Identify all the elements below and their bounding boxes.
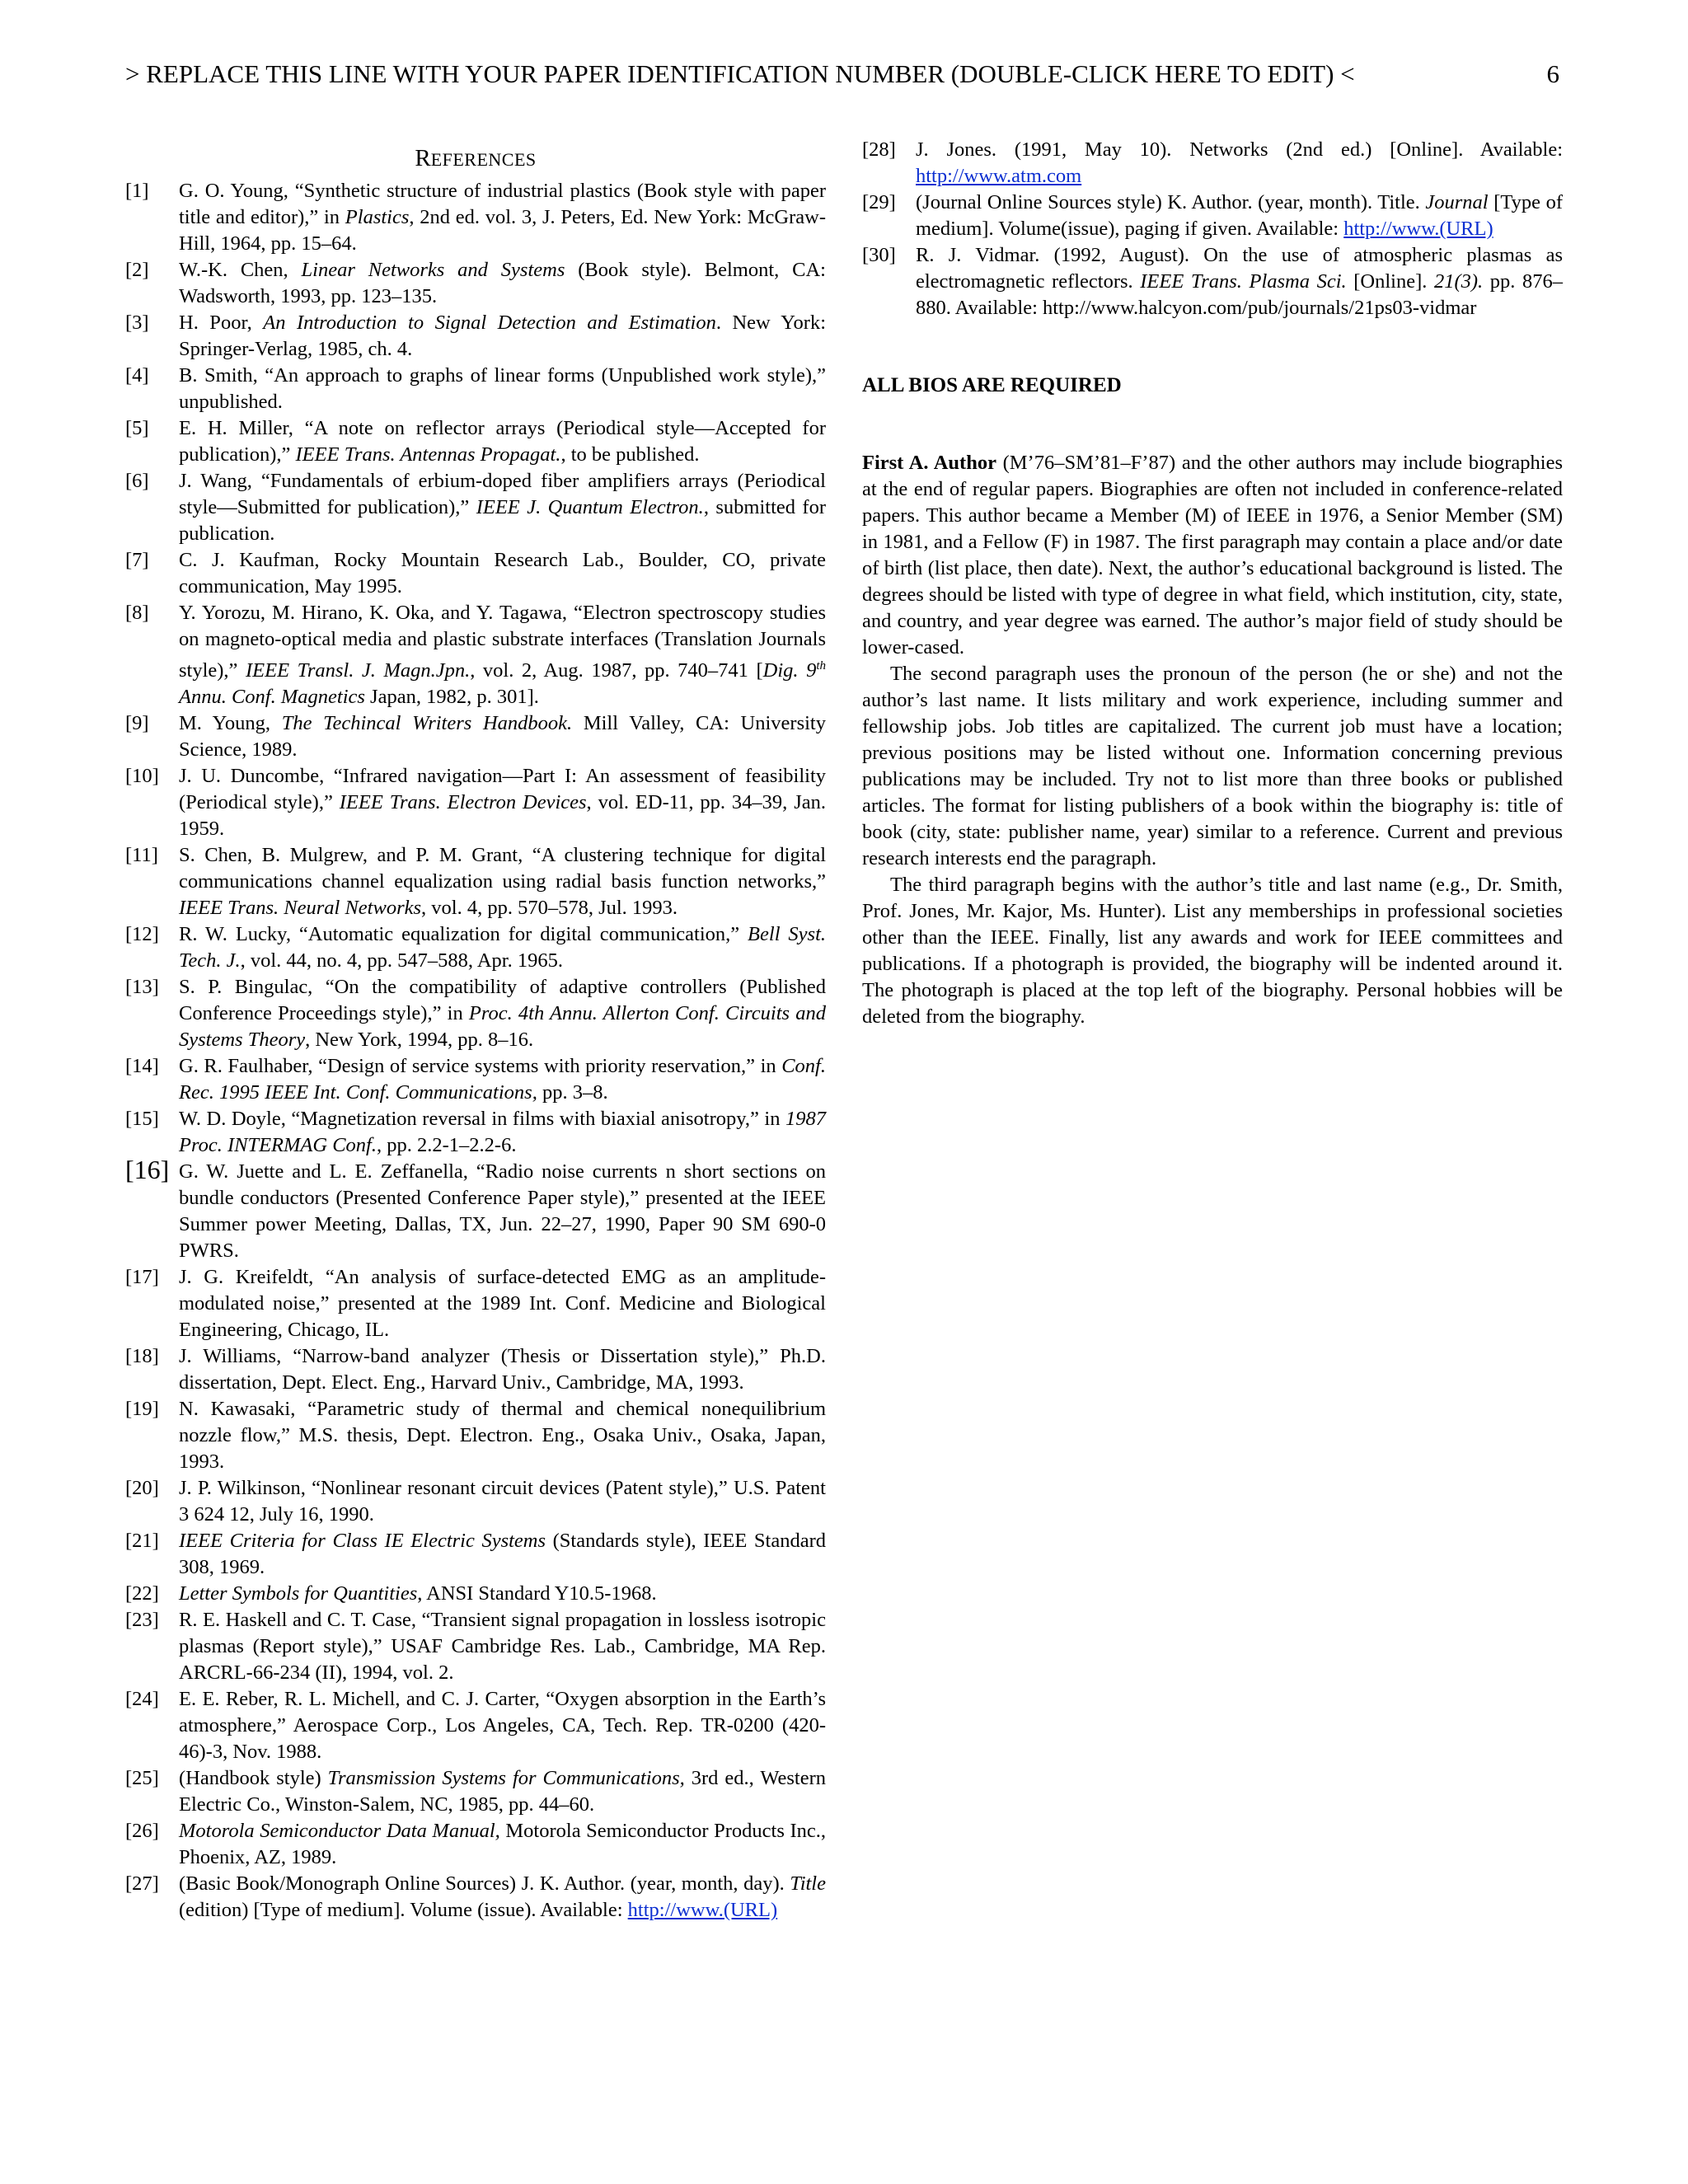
reference-text	[179, 549, 826, 598]
reference-number: [9]	[125, 712, 149, 735]
reference-text-run: Mill Valley, CA: University Science, 1989.	[179, 712, 826, 762]
reference-text-run: , New York, 1994, pp. 8–16.	[305, 1029, 534, 1052]
reference-text-run: S. P. Bingulac, “On the compatibility of adaptive controllers (Published Conference Proceedings style),” in	[179, 976, 826, 1025]
reference-text-run: W. D. Doyle, “Magnetization reversal in films with biaxial anisotropy,” in	[179, 1108, 785, 1131]
reference-text-run: N. Kawasaki, “Parametric study of thermal and chemical nonequilibrium nozzle flow,” M.S. thesis, Dept. Electron. Eng., Osaka Univ., Osaka, Japan, 1993.	[179, 1398, 826, 1474]
reference-superscript: th	[816, 659, 827, 673]
left-column	[125, 138, 826, 1924]
reference-text-run: , ANSI Standard Y10.5-1968.	[417, 1582, 657, 1605]
reference-text-run: G. O. Young, “Synthetic structure of industrial plastics (Book style with paper title and editor),” in	[179, 180, 826, 228]
reference-text	[179, 1872, 826, 1921]
reference-number: [30]	[862, 244, 896, 266]
reference-italic-text: Journal	[1425, 191, 1489, 213]
reference-text-run: E. E. Reber, R. L. Michell, and C. J. Carter, “Oxygen absorption in the Earth’s atmosphere,” Aerospace Corp., Los Angeles, CA, Tech. Rep. TR-0200 (420-46)-3, Nov. 1988.	[179, 1688, 826, 1764]
reference-text	[916, 191, 1563, 240]
reference-text	[179, 1767, 826, 1816]
reference-text	[179, 364, 826, 413]
reference-number: [8]	[125, 602, 149, 624]
reference-text-run: (Journal Online Sources style) K. Author. (year, month). Title.	[916, 191, 1426, 213]
reference-text	[179, 1530, 826, 1578]
reference-text	[179, 765, 826, 840]
reference-text-run: [Type of medium]. Volume(issue), paging if given. Available:	[916, 191, 1563, 240]
reference-text-run: W.-K. Chen,	[179, 259, 302, 281]
reference-text-run: G. R. Faulhaber, “Design of service systems with priority reservation,” in	[179, 1055, 782, 1078]
reference-italic-text: Plastics	[345, 206, 410, 228]
reference-text-run: R. J. Vidmar. (1992, August). On the use of atmospheric plasmas as electromagnetic reflectors.	[916, 244, 1563, 293]
reference-text-run: J. U. Duncombe, “Infrared navigation—Part I: An assessment of feasibility (Periodical style),”	[179, 765, 826, 814]
bio-paragraph-1	[862, 450, 1563, 661]
bio-paragraph-2: The second paragraph uses the pronoun of the person (he or she) and not the author’s last name. It lists military and work experience, including summer and fellowship jobs. Job titles are capitalized. The current job must have a location; previous positions may be listed without one. Information concerning previous publications may be included. Try not to list more than three books or published articles. The format for listing publishers of a book within the biography is: title of book (city, state: publisher name, year) similar to a reference. Current and previous research interests end the paragraph.	[862, 663, 1563, 869]
reference-text-run: 3rd ed., Western Electric Co., Winston-Salem, NC, 1985, pp. 44–60.	[179, 1767, 826, 1816]
reference-text-run: J. Jones. (1991, May 10). Networks (2nd ed.) [Online]. Available:	[916, 138, 1563, 161]
reference-text-run: G. W. Juette and L. E. Zeffanella, “Radio noise currents n short sections on bundle conductors (Presented Conference Paper style),” presented at the IEEE Summer power Meeting, Dallas, TX, Jun. 22–27, 1990, Paper 90 SM 690-0 PWRS.	[179, 1160, 826, 1263]
references-heading-rest: EFERENCES	[430, 149, 537, 170]
reference-item	[125, 974, 826, 1053]
reference-item	[125, 1528, 826, 1581]
reference-text-run: J. Williams, “Narrow-band analyzer (Thesis or Dissertation style),” Ph.D. dissertation, Dept. Elect. Eng., Harvard Univ., Cambridge, MA, 1993.	[179, 1345, 826, 1394]
reference-item	[125, 468, 826, 547]
reference-italic-text: Motorola Semiconductor Data Manual,	[179, 1820, 500, 1843]
reference-item	[125, 1686, 826, 1765]
reference-item	[125, 1106, 826, 1159]
reference-text	[179, 976, 826, 1051]
reference-italic-text: Letter Symbols for Quantities	[179, 1582, 418, 1605]
reference-item	[862, 137, 1563, 190]
reference-text-run: S. Chen, B. Mulgrew, and P. M. Grant, “A clustering technique for digital communications channel equalization using radial basis function networks,”	[179, 844, 826, 893]
reference-text	[179, 1582, 657, 1605]
reference-number: [11]	[125, 844, 158, 867]
reference-italic-text: IEEE Trans. Neural Networks	[179, 897, 422, 920]
reference-item	[125, 1155, 826, 1264]
reference-italic-text: Proc. 4th Annu. Allerton Conf. Circuits and Systems Theory	[179, 1002, 826, 1052]
reference-text-run: (edition) [Type of medium]. Volume (issue). Available:	[179, 1899, 628, 1922]
reference-italic-text: The Techincal Writers Handbook.	[281, 712, 573, 735]
reference-item	[125, 710, 826, 763]
reference-list-left	[125, 178, 826, 1924]
reference-item	[125, 1607, 826, 1686]
reference-text	[179, 712, 826, 761]
author-biography	[862, 450, 1563, 1030]
reference-italic-text: IEEE Trans. Plasma Sci.	[1140, 270, 1347, 293]
reference-item	[125, 1343, 826, 1396]
reference-text	[179, 1609, 826, 1684]
reference-text-run: R. W. Lucky, “Automatic equalization for digital communication,”	[179, 923, 748, 946]
reference-text-run: , vol. 4, pp. 570–578, Jul. 1993.	[421, 897, 678, 920]
reference-italic-text: IEEE Transl. J. Magn.Jpn.	[245, 659, 471, 682]
reference-italic-text: IEEE Trans. Antennas Propagat.	[295, 443, 561, 466]
reference-text	[916, 244, 1563, 319]
reference-item	[125, 763, 826, 842]
page-header	[125, 58, 1559, 91]
reference-number: [12]	[125, 923, 159, 946]
reference-item	[125, 600, 826, 710]
reference-text-run: pp. 876–880. Available: http://www.halcyon.com/pub/journals/21ps03-vidmar	[916, 270, 1564, 319]
reference-text	[179, 923, 826, 972]
reference-number: [27]	[125, 1872, 159, 1896]
reference-italic-text: IEEE Criteria for Class IE Electric Systems	[179, 1530, 546, 1553]
running-title: > REPLACE THIS LINE WITH YOUR PAPER IDENTIFICATION NUMBER (DOUBLE-CLICK HERE TO EDIT) <	[125, 59, 1355, 88]
reference-text	[179, 180, 826, 255]
references-heading-initial: R	[415, 145, 431, 171]
reference-text-run: [Online].	[1346, 270, 1434, 293]
reference-text-run: , pp. 2.2-1–2.2-6.	[377, 1134, 517, 1157]
reference-number: [16]	[125, 1155, 170, 1185]
reference-text	[179, 1266, 826, 1341]
reference-number: [15]	[125, 1108, 159, 1131]
references-heading	[125, 142, 826, 176]
reference-text	[179, 1688, 826, 1763]
reference-item	[125, 1396, 826, 1475]
reference-text	[179, 1820, 826, 1868]
page-number: 6	[1546, 59, 1559, 88]
reference-text-run: , submitted for publication.	[179, 496, 826, 545]
right-column	[862, 137, 1563, 1030]
reference-number: [17]	[125, 1266, 159, 1289]
reference-item	[125, 1818, 826, 1871]
reference-italic-text: An Introduction to Signal Detection and Estimation	[263, 312, 716, 334]
reference-text	[179, 1398, 826, 1473]
reference-text	[179, 1055, 826, 1104]
reference-text-run: J. Wang, “Fundamentals of erbium-doped fiber amplifiers arrays (Periodical style—Submitted for publication),”	[179, 470, 826, 518]
reference-text	[179, 1345, 826, 1394]
reference-number: [18]	[125, 1345, 159, 1368]
reference-text	[179, 417, 826, 466]
reference-number: [14]	[125, 1055, 159, 1078]
reference-text	[179, 602, 826, 708]
bio-author-name: First A. Author	[862, 452, 996, 474]
reference-text-run: Motorola Semiconductor Products Inc., Phoenix, AZ, 1989.	[179, 1820, 827, 1869]
reference-text-run: , vol. 44, no. 4, pp. 547–588, Apr. 1965.	[240, 949, 563, 972]
reference-text-run: (Handbook style)	[179, 1767, 328, 1790]
reference-number: [23]	[125, 1609, 159, 1632]
reference-number: [21]	[125, 1530, 159, 1553]
bio-paragraph-3: The third paragraph begins with the author’s title and last name (e.g., Dr. Smith, Prof. Jones, Mr. Kajor, Ms. Hunter). List any memberships in professional societies other than the IEEE. Finally, list any awards and work for IEEE committees and publications. If a photograph is provided, the biography will be indented around it. The photograph is placed at the top left of the biography. Personal hobbies will be deleted from the biography.	[862, 874, 1563, 1028]
bios-heading: ALL BIOS ARE REQUIRED	[862, 374, 1122, 396]
reference-text-run: J. P. Wilkinson, “Nonlinear resonant circuit devices (Patent style),” U.S. Patent 3 624 12, July 16, 1990.	[179, 1477, 826, 1526]
reference-italic-text: Dig. 9	[762, 659, 817, 682]
reference-item	[862, 242, 1563, 321]
reference-italic-text: 1987 Proc. INTERMAG Conf.	[179, 1108, 826, 1157]
reference-text-run: , vol. ED-11, pp. 34–39, Jan. 1959.	[179, 791, 826, 841]
reference-text-run: (Basic Book/Monograph Online Sources) J. K. Author. (year, month, day).	[179, 1872, 790, 1896]
reference-italic-text: Conf. Rec. 1995 IEEE Int. Conf. Communications,	[179, 1055, 826, 1104]
reference-number: [4]	[125, 364, 149, 387]
reference-number: [1]	[125, 180, 149, 202]
reference-text-run: E. H. Miller, “A note on reflector arrays (Periodical style—Accepted for publication),”	[179, 417, 826, 466]
reference-link[interactable]: http://www.(URL)	[627, 1899, 778, 1922]
bio-paragraph-1-text: (M’76–SM’81–F’87) and the other authors may include biographies at the end of regular papers. Biographies are often not included in conference-related papers. This author became a Member (M) of IEEE in 1976, a Senior Member (SM) in 1981, and a Fellow (F) in 1987. The first paragraph may contain a place and/or date of birth (list place, then date). Next, the author’s educational background is listed. The degrees should be listed with type of degree in what field, which institution, city, state, and country, and year degree was earned. The author’s major field of study should be lower-cased.	[862, 452, 1563, 658]
reference-text-run: (Book style). Belmont, CA: Wadsworth, 1993, pp. 123–135.	[179, 259, 826, 307]
reference-text	[179, 1108, 826, 1156]
reference-number: [6]	[125, 470, 149, 492]
reference-item	[125, 257, 826, 310]
reference-text-run: , to be published.	[560, 443, 700, 466]
reference-italic-text: Transmission Systems for Communications,	[327, 1767, 685, 1790]
reference-text-run: H. Poor,	[179, 312, 264, 334]
reference-text-run: , 2nd ed. vol. 3, J. Peters, Ed. New York: McGraw-Hill, 1964, pp. 15–64.	[179, 206, 826, 255]
reference-item	[125, 1264, 826, 1343]
reference-text-run: C. J. Kaufman, Rocky Mountain Research Lab., Boulder, CO, private communication, May 1995.	[179, 549, 826, 598]
reference-text	[179, 312, 826, 360]
reference-italic-text: IEEE Trans. Electron Devices	[339, 791, 587, 814]
reference-number: [20]	[125, 1477, 159, 1500]
reference-link[interactable]: http://www.atm.com	[916, 165, 1082, 187]
reference-italic-text: Title	[790, 1872, 826, 1896]
reference-text-run: (Standards style), IEEE Standard 308, 1969.	[179, 1530, 826, 1579]
reference-item	[125, 547, 826, 600]
reference-item	[125, 1581, 826, 1607]
reference-number: [26]	[125, 1820, 159, 1843]
reference-text-run: Japan, 1982, p. 301].	[364, 686, 539, 709]
reference-italic-text: Bell Syst. Tech. J.	[179, 923, 827, 972]
reference-text	[179, 1477, 826, 1526]
reference-text-run: M. Young,	[179, 712, 282, 735]
reference-text-run: pp. 3–8.	[537, 1081, 608, 1104]
reference-item	[125, 178, 826, 257]
reference-text	[179, 1160, 826, 1262]
reference-number: [2]	[125, 259, 149, 281]
reference-item	[125, 1475, 826, 1528]
reference-text	[179, 470, 826, 545]
reference-item	[125, 842, 826, 921]
reference-text-run: Y. Yorozu, M. Hirano, K. Oka, and Y. Tagawa, “Electron spectroscopy studies on magneto-optical media and plastic substrate interfaces (Translation Journals style),”	[179, 602, 826, 682]
reference-italic-text: Annu. Conf. Magnetics	[179, 686, 365, 709]
reference-item	[125, 415, 826, 468]
reference-item	[125, 1765, 826, 1818]
reference-item	[862, 190, 1563, 242]
reference-number: [3]	[125, 312, 149, 334]
reference-number: [25]	[125, 1767, 159, 1790]
reference-number: [29]	[862, 191, 896, 213]
reference-text	[179, 844, 826, 919]
reference-item	[125, 921, 826, 974]
reference-italic-text: IEEE J. Quantum Electron.	[476, 496, 704, 518]
reference-text-run: , vol. 2, Aug. 1987, pp. 740–741 [	[470, 659, 763, 682]
reference-italic-text: Linear Networks and Systems	[301, 259, 565, 281]
reference-number: [10]	[125, 765, 159, 788]
reference-italic-text: 21(3).	[1433, 270, 1484, 293]
reference-item	[125, 1053, 826, 1106]
reference-text	[916, 138, 1563, 187]
reference-number: [7]	[125, 549, 149, 571]
reference-number: [13]	[125, 976, 159, 999]
reference-text-run: . New York: Springer-Verlag, 1985, ch. 4.	[179, 312, 826, 360]
reference-link[interactable]: http://www.(URL)	[1343, 218, 1493, 240]
reference-item	[125, 310, 826, 363]
reference-number: [24]	[125, 1688, 159, 1711]
reference-item	[125, 363, 826, 415]
reference-text-run: R. E. Haskell and C. T. Case, “Transient signal propagation in lossless isotropic plasmas (Report style),” USAF Cambridge Res. Lab., Cambridge, MA Rep. ARCRL-66-234 (II), 1994, vol. 2.	[179, 1609, 826, 1685]
reference-text	[179, 259, 826, 307]
reference-text-run: B. Smith, “An approach to graphs of linear forms (Unpublished work style),” unpublished.	[179, 364, 826, 413]
reference-text-run: J. G. Kreifeldt, “An analysis of surface-detected EMG as an amplitude-modulated noise,” presented at the 1989 Int. Conf. Medicine and Biological Engineering, Chicago, IL.	[179, 1266, 826, 1342]
reference-number: [28]	[862, 138, 896, 161]
reference-list-right	[862, 137, 1563, 321]
reference-number: [22]	[125, 1582, 159, 1605]
reference-item	[125, 1871, 826, 1924]
reference-number: [5]	[125, 417, 149, 439]
reference-number: [19]	[125, 1398, 159, 1421]
